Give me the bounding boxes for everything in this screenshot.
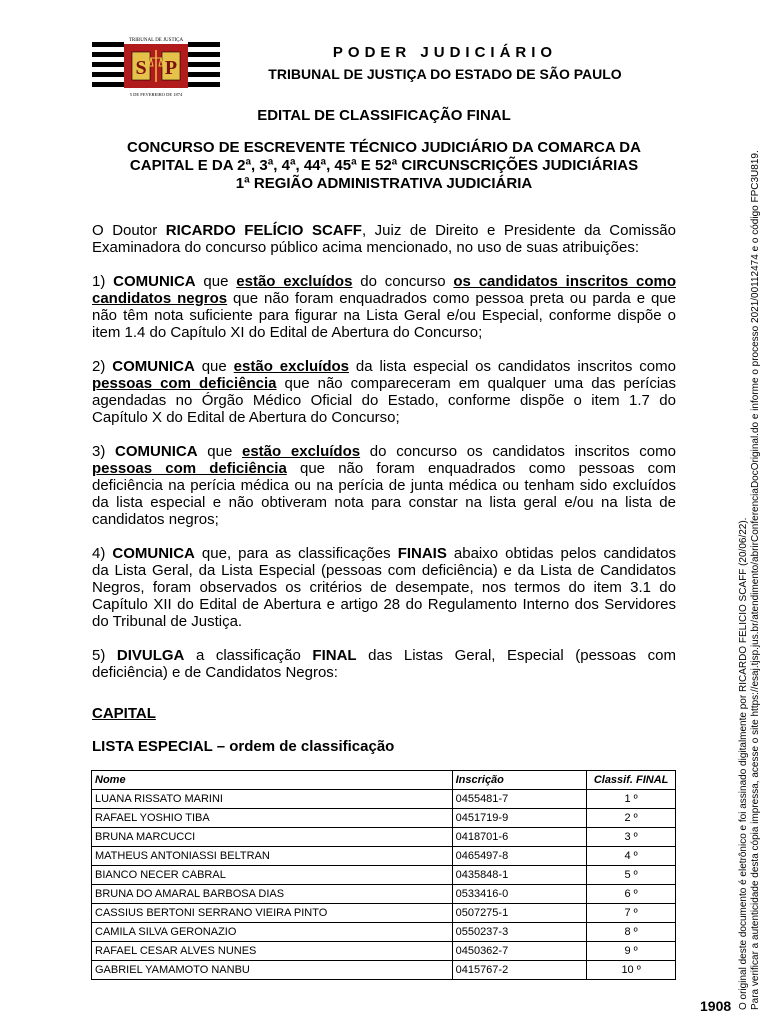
cell-nome: BRUNA MARCUCCI: [92, 828, 453, 847]
svg-text:P: P: [164, 57, 178, 79]
cell-classif: 3 º: [587, 828, 676, 847]
table-row: [92, 847, 676, 866]
judge-name: RICARDO FELÍCIO SCAFF: [165, 222, 362, 239]
cell-classif: 1 º: [587, 790, 676, 809]
cell-inscricao: 0450362-7: [452, 942, 587, 961]
table-row: [92, 790, 676, 809]
table-row: [92, 866, 676, 885]
subtitle-line-3: 1ª REGIÃO ADMINISTRATIVA JUDICIÁRIA: [235, 175, 533, 192]
paragraph-1: 1) COMUNICA que estão excluídos do concurso os candidatos inscritos como candidatos negros que não foram enquadrados como pessoa preta ou parda e que não têm nota suficiente para figurar na Lista Geral e/ou Especial, conforme dispõe o item 1.4 do Capítulo XI do Edital de Abertura do Concurso;: [92, 273, 676, 341]
cell-nome: GABRIEL YAMAMOTO NANBU: [92, 961, 453, 980]
cell-inscricao: 0418701-6: [452, 828, 587, 847]
cell-nome: CAMILA SILVA GERONAZIO: [92, 923, 453, 942]
cell-classif: 4 º: [587, 847, 676, 866]
signature-note-line-2: Para verificar a autenticidade desta cópia impressa, acesse o site https://esaj.tjsp.jus.br/atendimento/abrirConferenciaDocOriginal.do e informe o processo 2021/00112474 e o código FPC3U819.: [750, 150, 761, 1010]
list-title: LISTA ESPECIAL – ordem de classificação: [92, 738, 395, 755]
cell-inscricao: 0451719-9: [452, 809, 587, 828]
tjsp-coat-of-arms-logo: [92, 36, 220, 102]
intro-paragraph: O Doutor RICARDO FELÍCIO SCAFF, Juiz de Direito e Presidente da Comissão Examinadora do concurso público acima mencionado, no uso de suas atribuições:: [92, 222, 676, 256]
cell-classif: 2 º: [587, 809, 676, 828]
cell-classif: 7 º: [587, 904, 676, 923]
header-nome: Nome: [92, 771, 453, 790]
cell-nome: BIANCO NECER CABRAL: [92, 866, 453, 885]
paragraph-4: 4) COMUNICA que, para as classificações FINAIS abaixo obtidas pelos candidatos da Lista Geral, da Lista Especial (pessoas com deficiência) e da Lista de Candidatos Negros, foram observados os critérios de desempate, nos termos do item 3.1 do Capítulo XII do Edital de Abertura e artigo 28 do Regulamento Interno dos Servidores do Tribunal de Justiça.: [92, 545, 677, 630]
signature-note-line-1: O original deste documento é eletrônico e foi assinado digitalmente por RICARDO FELICIO SCAFF (20/06/22).: [738, 517, 749, 1010]
table-row: [92, 885, 676, 904]
paragraph-3: 3) COMUNICA que estão excluídos do concurso os candidatos inscritos como pessoas com deficiência que não foram enquadrados como pessoas com deficiência na perícia médica ou na perícia de junta médica ou tenham sido excluídos da lista especial e não obtiveram nota para constar na lista geral e/ou na lista de candidatos negros;: [92, 443, 676, 528]
flag-stripes-left: [92, 42, 124, 87]
document-body: [92, 222, 676, 698]
cell-classif: 5 º: [587, 866, 676, 885]
cell-inscricao: 0455481-7: [452, 790, 587, 809]
document-subtitle: [92, 139, 676, 193]
svg-text:TRIBUNAL DE JUSTIÇA: TRIBUNAL DE JUSTIÇA: [128, 38, 184, 43]
section-heading-capital: CAPITAL: [92, 705, 156, 722]
table-row: [92, 809, 676, 828]
cell-classif: 9 º: [587, 942, 676, 961]
cell-nome: MATHEUS ANTONIASSI BELTRAN: [92, 847, 453, 866]
classification-table: [91, 770, 676, 980]
table-row: [92, 942, 676, 961]
paragraph-5: 5) DIVULGA a classificação FINAL das Listas Geral, Especial (pessoas com deficiência) e de Candidatos Negros:: [92, 647, 676, 681]
cell-inscricao: 0507275-1: [452, 904, 587, 923]
cell-classif: 6 º: [587, 885, 676, 904]
document-title: EDITAL DE CLASSIFICAÇÃO FINAL: [257, 107, 511, 124]
svg-text:5 DE FEVEREIRO DE 1874: 5 DE FEVEREIRO DE 1874: [129, 92, 183, 97]
subtitle-line-2: CAPITAL E DA 2ª, 3ª, 4ª, 44ª, 45ª E 52ª CIRCUNSCRIÇÕES JUDICIÁRIAS: [129, 157, 639, 174]
table-row: [92, 904, 676, 923]
svg-text:S: S: [135, 57, 147, 79]
cell-classif: 8 º: [587, 923, 676, 942]
cell-nome: CASSIUS BERTONI SERRANO VIEIRA PINTO: [92, 904, 453, 923]
flag-stripes-right: [188, 42, 220, 87]
cell-nome: LUANA RISSATO MARINI: [92, 790, 453, 809]
cell-inscricao: 0435848-1: [452, 866, 587, 885]
cell-inscricao: 0550237-3: [452, 923, 587, 942]
table-header-row: [92, 771, 676, 790]
cell-inscricao: 0465497-8: [452, 847, 587, 866]
page-number: 1908: [700, 998, 732, 1014]
header-inscricao: Inscrição: [452, 771, 587, 790]
paragraph-2: 2) COMUNICA que estão excluídos da lista especial os candidatos inscritos como pessoas com deficiência que não compareceram em qualquer uma das perícias agendadas no Órgão Médico Oficial do Estado, conforme dispõe o item 1.7 do Capítulo X do Edital de Abertura do Concurso;: [92, 358, 676, 426]
header-poder-judiciario: PODER JUDICIÁRIO: [332, 44, 558, 61]
cell-nome: RAFAEL YOSHIO TIBA: [92, 809, 453, 828]
table-row: [92, 961, 676, 980]
cell-inscricao: 0533416-0: [452, 885, 587, 904]
cell-nome: RAFAEL CESAR ALVES NUNES: [92, 942, 453, 961]
digital-signature-note: [738, 150, 762, 1010]
table-row: [92, 828, 676, 847]
subtitle-line-1: CONCURSO DE ESCREVENTE TÉCNICO JUDICIÁRIO DA COMARCA DA: [127, 139, 641, 156]
header-classif-final: Classif. FINAL: [587, 771, 676, 790]
cell-nome: BRUNA DO AMARAL BARBOSA DIAS: [92, 885, 453, 904]
cell-inscricao: 0415767-2: [452, 961, 587, 980]
header-tribunal: TRIBUNAL DE JUSTIÇA DO ESTADO DE SÃO PAULO: [268, 66, 622, 82]
cell-classif: 10 º: [587, 961, 676, 980]
table-row: [92, 923, 676, 942]
